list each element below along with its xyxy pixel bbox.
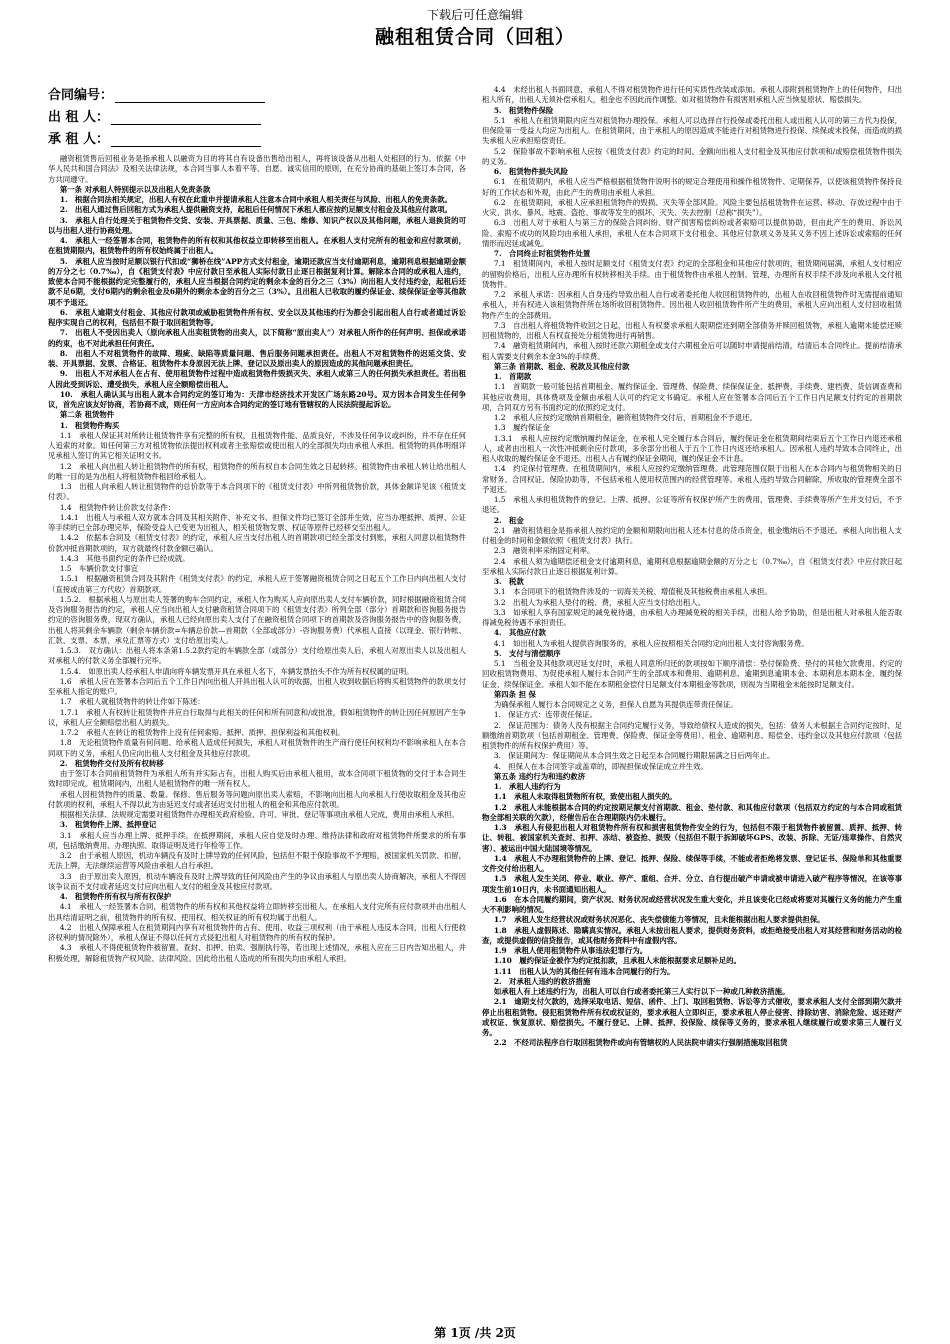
- clause-paragraph: 1.5.1 根据融资租赁合同及其附件《租赁支付表》的约定，承租人应于签署融资租赁合同之日起五个工作日内向出租人支付（直接或由第三方代收）首期款项。: [48, 574, 466, 594]
- section-heading: 3. 租赁物件上牌、抵押登记: [59, 820, 157, 830]
- clause-paragraph: 10. 承租人确认其与出租人就本合同约定的签订地为：天津市经济技术开发区广场东路20号。双方因本合同发生任何争议，首先应该友好协商，若协商不成，则任何一方应向本合同约定的签订地有管辖权的人民法院提起诉讼。: [48, 389, 466, 409]
- clause-paragraph: 1.2 承租人向出租人转让租赁物件的所有权，租赁物件的所有权自本合同生效之日起转移。租赁物件由承租人转让给出租人的唯一目的是为出租人将租赁物件租回给承租人。: [48, 461, 466, 481]
- section-heading: 2. 租金: [493, 515, 524, 525]
- clause-paragraph: 4.2 出租人保障承租人在租赁期间内享有对租赁物件的占有、使用、收益三项权利（由于承租人违反本合同，出租人行使救济权利的情况除外），承租人保证不得以任何方式侵犯出租人对租赁物件的所有权的保护。: [48, 922, 466, 942]
- clause-paragraph: 1.9 承租人使用租赁物件从事违法犯罪行为。: [493, 946, 648, 955]
- clause-paragraph: 1. 根据合同法相关规定，出租人有权在此重申并提请承租人注意本合同中承租人相关责任与风险、出租人的免责条款。: [59, 195, 452, 204]
- clause-paragraph: 1.10 履约保证金被作为约定抵扣款，且承租人未能根据要求足额补足的。: [493, 956, 741, 966]
- section-heading: 第四条 担 保: [493, 689, 536, 699]
- section-heading: 第三条 首期款、租金、税款及其他应付款: [493, 361, 630, 371]
- lessor-label: 出 租 人：: [48, 110, 110, 125]
- clause-paragraph: 4. 担保人在本合同签字或盖章的，即视担保或保证成立并生效。: [493, 761, 708, 771]
- clause-paragraph: 3. 保证期间为：保证期间从本合同生效之日起至本合同履行期限届满之日后两年止。: [493, 751, 775, 761]
- clause-paragraph: 1.3 出租人向承租人转让租赁物件的总价款等于本合同项下的《租赁支付表》中所列租赁物价款，具体金额详见该《租赁支付表》。: [48, 482, 466, 502]
- clause-paragraph: 3.1 本合同项下的租赁物件涉及的一切海关关税、增值税及其他税费由承租人承担。: [493, 587, 772, 597]
- clause-paragraph: 1.7 承租人发生经营状况或财务状况恶化、丧失偿债能力等情况，且未能根据出租人要求提供担保。: [493, 915, 825, 925]
- clause-paragraph: 7.3 自出租人将租赁物件收回之日起，出租人有权要求承租人限期偿还到期全部债务并赎回租赁物，承租人逾期未能偿还赎回租赁物的，出租人有权直接处分租赁物进行再销售。: [482, 320, 902, 340]
- clause-paragraph: 1.4 约定保付管理费。在租赁期间内，承租人应按约定缴纳管理费。此管理范围仅限于出租人在本合同内与租赁物相关的日常财务、合同权证、保险协助等，不包括承租人使用权范围内的经营管理等。承租人违约导致合同解除，所收取的管理费全部不予退还。: [482, 464, 902, 494]
- lessee-field: [48, 128, 261, 147]
- clause-paragraph: 5.1 当租金及其他款项迟延支付时，承租人同意所归还的款项按如下顺序清偿：垫付保险费、垫付的其他欠款费用、约定的回收租赁物费用、为促使承租人履行本合同产生的全部成本和费用、逾期利息、逾期到息逾期本金、本期利息本期本金、履约保证金、续保保证金。承租人如不能在本期租金偿付日足额支付本期租金等款项，则视为当期租金未能按时足额支付。: [482, 659, 902, 689]
- clause-paragraph: 5. 承租人应当按时足额以银行代扣或“狮桥在线”APP方式支付租金，逾期还款应当支付逾期利息，逾期利息根据逾期金额的万分之七（0.7‰），自《租赁支付表》中应付款日至承租人实际付款日止逐日根据复利计算。解除本合同的或承租人违约，致使本合同不能根据约定完整履行的，承租人应当根据合同约定的剩余本金的百分之三（3%）向出租人支付违约金，起租后还款不足6期，支付6期内的剩余租金及6期外的剩余本金的百分之三（3%）。且出租人已收取的履约保证金、续保保证金等其他款项不予退还。: [48, 256, 466, 307]
- contract-number-field: [48, 84, 265, 103]
- section-heading: 4. 租赁物件所有权与所有权保护: [59, 892, 172, 901]
- clause-paragraph: 2.4 承租人须为逾期偿还租金支付逾期利息，逾期利息根据逾期金额的万分之七（0.7‰），自《租赁支付表》中应付款日起至承租人实际付款日止逐日根据复利计算。: [482, 556, 902, 576]
- header-note: 下载后可任意编辑: [426, 8, 523, 22]
- clause-paragraph: 7.4 融资租赁期间内，承租人按时还款六期租金或支付六期租金后可以随时申请提前结清，结清后本合同终止。提前结清承租人需要支付剩余本金3%的手续费。: [482, 341, 902, 361]
- right-text-column: [482, 85, 902, 1306]
- clause-paragraph: 1.7.1 承租人有权转让租赁物件并应自行取得与此相关的任何和所有同意和/或批准，假如租赁物件的转让因任何原因产生争议，承租人应全额赔偿出租人的损失。: [48, 707, 466, 727]
- clause-paragraph: 3.1 承租人应当办理上牌、抵押手续。在抵押期间，承租人应自觉及时办理、维持法律和政府对租赁物件所要求的所有事项，包括缴纳费用、办理执照、取得证明及进行年检等工作。: [48, 830, 466, 850]
- clause-paragraph: 1.1 首期款一般可能包括首期租金、履约保证金、管理费、保险费、续保保证金、抵押费、手续费、建档费、货信调查费和其他应收费用，具体费项及金额由承租人认可的约定文书确定。承租人应在签署本合同后五个工作日内足额支付约定的首期款项，合同双方另有书面约定的依照约定支付。: [482, 382, 902, 412]
- clause-paragraph: 5.1 承租人在租赁期限内应当对租赁物办理投保。承租人可以选择自行投保或委托出租人或出租人认可的第三方代为投保，但保险第一受益人均应为出租人。在租赁期间，由于承租人的原因造成不能进行对租赁物进行投保、续保或未投保，而造成的损失承租人应承担赔偿责任。: [482, 115, 902, 146]
- clause-paragraph: 1.5.3. 双方确认：出租人将本条第1.5.2款约定的车辆款全部（或部分）支付给原出卖人后，承租人对原出卖人以及出租人对承租人的付款义务全部履行完毕。: [48, 646, 466, 666]
- clause-paragraph: 1.4 承租人不办理租赁物件的上牌、登记、抵押、保险、续保等手续，不能或者拒绝将发票、登记证书、保险单和其他重要文件交付给出租人。: [482, 853, 902, 873]
- clause-paragraph: 1.4.2 依据本合同及《租赁支付表》的约定，承租人应当支付出租人的首期款项已经全部支付到账，承租人同意以租赁物件价款冲抵首期款项的，双方就最终付款金额已确认。: [48, 533, 466, 553]
- clause-paragraph: 7.1 租赁期间内，承租人按时足额支付《租赁支付表》约定的全部租金和其他应付款项的，租赁期间届满，承租人支付相应的留购价格后，出租人应办理所有权转移相关手续。由于租赁物件由承租人控制、管理，办理所有权手续不涉及向承租人交付租赁物件。: [482, 259, 902, 289]
- clause-paragraph: 1.3 承租人有侵犯出租人对租赁物件所有权和损害租赁物件安全的行为，包括但不限于租赁物件被留置、质押、抵押、转让、转租、被国家机关查封、扣押、冻结、被盗抢、损毁（包括但不限于拆卸破坏GPS、改装、拆除、无证/违章操作、自然灾害）、被运出中国大陆国境等情况。: [482, 823, 902, 853]
- clause-paragraph: 1.5 车辆价款支付事宜: [59, 564, 139, 573]
- clause-paragraph: 1.1 承租人未取得租赁物所有权，致使出租人损失的。: [493, 792, 677, 802]
- clause-paragraph: 6.1 在租赁期内，承租人应当严格根据租赁物件说明书的规定合理使用和操作租赁物件、定期保养，以使该租赁物件保持良好的工作状态和外观，由此产生的费用由承租人承担。: [482, 177, 902, 197]
- lessor-blank: [111, 112, 261, 125]
- clause-paragraph: 6. 承租人逾期支付租金、其他应付款项或威胁租赁物件所有权、安全以及其他违约行为都会引起出租人自行或者通过诉讼程序实现自己的权利，包括但不限于取回租赁物等。: [48, 307, 466, 327]
- section-heading: 第一条 对承租人特别提示以及出租人免责条款: [59, 184, 211, 194]
- clause-paragraph: 1.3.1 承租人应按约定缴纳履约保证金，在承租人完全履行本合同后，履约保证金在租赁期间结束后五个工作日内退还承租人，或者由出租人一次性冲抵剩余应付款项，多余部分出租人于五个工作日内返还给承租人。因承租人违约导致本合同终止，出租人收取的履约保证金不退还。出租人占有履约保证金期间，履约保证金不计息。: [482, 433, 902, 463]
- clause-paragraph: 1.3 履约保证金: [493, 423, 550, 433]
- clause-paragraph: 7.2 承租人承诺：因承租人自身违约导致出租人自行或者委托他人收回租赁物件的，出租人在收回租赁物件时无需提前通知承租人，并有权进入该租赁物件所在场所收回租赁物件。因出租人收回租赁物件所产生的费用，承租人应向出租人支付回收租赁物件产生的全部费用。: [482, 290, 902, 320]
- section-heading: 1. 租赁物件购买: [59, 420, 120, 430]
- clause-paragraph: 1.11 出租人认为的其他任何有违本合同履行的行为。: [493, 966, 675, 976]
- document-title: 融租租赁合同（回租）: [374, 26, 575, 48]
- lessor-field: [48, 106, 261, 125]
- clause-paragraph: 2. 保证范围为：债务人没有根据主合同约定履行义务，导致给债权人造成的损失，包括：债务人未根据主合同约定按时、足额缴纳首期款项（包括首期租金、管理费、保险费、保证金等费用）、租金、逾期利息、赔偿金、违约金以及其他应付款项（包括租赁物件的所有权保护费用）等。: [482, 720, 902, 750]
- clause-paragraph: 4.1 如出租人为承租人提供咨询服务的，承租人应按照相关合同约定向出租人支付咨询服务费。: [493, 638, 809, 648]
- clause-paragraph: 8. 出租人不对租赁物件的故障、瑕疵、缺陷等质量问题、售后服务问题承担责任。出租人不对租赁物件的迟延交货、安装、开具票据、发票、合格证、租赁物件本身原因无法上牌、登记以及原出卖人的原因造成的其他问题承担责任。: [48, 348, 466, 368]
- clause-paragraph: 1.6 承租人应在签署本合同后五个工作日内向出租人开具出租人认可的收据，出租人收到收据后将购买租赁物件的款项支付至承租人指定的账户。: [48, 676, 466, 696]
- clause-paragraph: 1.5.2. 根据承租人与原出卖人签署的购车合同约定，承租人作为购买人应向原出卖人支付车辆价款，同时根据融资租赁合同及咨询服务报告的约定，承租人应当向出租人支付融资租赁合同项下的《租赁支付表》所列全部（部分）首期款和咨询服务报告约定的咨询服务费，现双方确认，承租人已经向原出卖人支付了在融资租赁合同项下的首期款及咨询服务报告中的咨询服务费，出租人将其剩余车辆款（剩余车辆价款=车辆总价款—首期款（全部或部分）-咨询服务费）代承租人直接（以现金、银行转帐、汇款、支票、本票、承兑汇票等方式）支付给原出卖人。: [48, 594, 466, 645]
- section-heading: 2. 对承租人违约的救济措施: [493, 976, 591, 986]
- clause-paragraph: 1.5 承租人承担租赁物件的登记、上牌、抵押、公证等所有权保护所产生的费用，管理费、手续费等所产生并支付后，不予退还。: [482, 495, 902, 515]
- clause-paragraph: 3.2 由于承租人原因，机动车辆没有及时上牌导致的任何风险，包括但不限于保险事故不予理赔，被国家机关罚款、扣留，无法上牌，无法继续运营等风险由承租人自行承担。: [48, 851, 466, 871]
- clause-paragraph: 为确保承租人履行本合同规定之义务，担保人自愿为其提供连带责任保证。: [493, 700, 738, 709]
- clause-paragraph: 1.4.1 出租人与承租人双方就本合同及其相关附件、补充文书、担保文件均已签订全部并生效，应当办理抵押、质押、公证等手续的已全部办理完毕，保险受益人已变更为出租人，相关租赁物发票、权证等原件已经移交至出租人。: [48, 512, 466, 532]
- clause-paragraph: 1.2 承租人未能根据本合同的约定按期足额支付首期款、租金、垫付款、和其他应付款项（包括双方约定的与本合同或租赁物全部相关联的欠款），经催告后在合理期限内仍未履行。: [482, 802, 902, 822]
- clause-paragraph: 1.5.4. 如原出卖人经承租人申请向将车辆发票开具在承租人名下，车辆发票抬头不作为所有权权属的证明。: [59, 666, 414, 676]
- section-heading: 第二条 租赁物件: [59, 410, 115, 420]
- clause-paragraph: 4. 承租人一经签署本合同，租赁物件的所有权和其他权益立即转移至出租人。在承租人支付完所有的租金和应付款项前，在租赁期限内，租赁物件的所有权始终属于出租人。: [48, 236, 466, 256]
- section-heading: 1. 首期款: [493, 372, 532, 381]
- clause-paragraph: 6.2 在租赁期间，承租人应承担租赁物件的毁损、灭失等全部风险。风险主要包括租赁物件在运营、移动、存放过程中由于火灾、洪水、暴风、地震、盗抢、事故等发生的损坏、灭失、失去控制（总称“损失”）。: [482, 197, 902, 217]
- clause-paragraph: 融资租赁售后回租业务是指承租人以融资为目的将其自有设备出售给出租人，再将该设备从出租人处租回的行为。依据《中华人民共和国合同法》及相关法律法规，本合同当事人本着平等、自愿、诚实信用的原则，在充分协商的基础上签订本合同，各方共同遵守。: [48, 154, 466, 184]
- clause-paragraph: 由于签订本合同前租赁物件为承租人所有并实际占有，出租人购买后由承租人租用，故本合同项下租赁物的交付于本合同生效时即完成。租赁期间内，出租人是租赁物件的唯一所有权人。: [48, 769, 466, 789]
- clause-paragraph: 1.4 租赁物件转让价款支付条件：: [59, 502, 176, 512]
- clause-paragraph: 2.2 不经司法程序自行取回租赁物件或向有管辖权的人民法院申请实行强制措施取回租赁: [493, 1038, 788, 1048]
- clause-paragraph: 1.7.2 承租人在转让的租赁物件上没有任何索赔、抵押、质押、担保利益和其他权利。: [59, 728, 345, 737]
- clause-paragraph: 4.1 承租人一经签署本合同，租赁物件的所有权和其他权益将立即转移至出租人。在承租人支付完所有应付款项并由出租人出具结清证明之前，租赁物件的所有权、使用权、相关权证的所有权均属于出租人。: [48, 902, 466, 922]
- left-text-column: [48, 154, 466, 1306]
- clause-paragraph: 如承租人有上述违约行为，出租人可以自行或者委托第三人实行以下一种或几种救济措施。: [493, 987, 790, 996]
- section-heading: 4. 其他应付款: [493, 628, 546, 638]
- clause-paragraph: 1.2 承租人应按约定缴纳首期租金，融资租赁物件交付后，首期租金不予退还。: [493, 413, 757, 422]
- clause-paragraph: 3.3 由于原出卖人原因，机动车辆没有及时上牌导致的任何风险由产生的争议由承租人与原出卖人协商解决，承租人不得因该争议而不支付或者延迟支付应向出租人支付的租金及其他应付款项。: [48, 871, 466, 891]
- clause-paragraph: 1.4.3 其他书面约定的条件已经成就。: [59, 553, 190, 563]
- section-heading: 1. 承租人违约行为: [493, 782, 561, 791]
- clause-paragraph: 3.3 如承租人享有国家规定的减免税待遇，由承租人办理减免税的相关手续，出租人给予协助，但是出租人对承租人能否取得减免税待遇不承担责任。: [482, 607, 902, 627]
- clause-paragraph: 承租人因租赁物件的质量、数量、保修、售后服务等问题向原出卖人索赔，不影响向出租人向承租人行使收取租金及其他应付款项的权利，承租人不得以此为由延迟支付或者延迟支付出租人的租金和其他应付款项。: [48, 789, 466, 809]
- contract-number-blank: [115, 90, 265, 103]
- section-heading: 3. 税款: [493, 577, 524, 586]
- clause-paragraph: 7. 出租人不受因出卖人（原向承租人出卖租赁物的出卖人，以下简称“原出卖人”）对承租人所作的任何声明、担保或承诺的约束，也不对此承担任何责任。: [48, 328, 466, 348]
- section-heading: 第五条 违约行为和违约救济: [493, 771, 586, 781]
- clause-paragraph: 1.6 在本合同履约期间，资产状况、财务状况或经营状况发生重大变化，并且该变化已经或将要对其履行义务的能力产生重大不利影响的情况。: [482, 894, 902, 914]
- clause-paragraph: 1.7 承租人就租赁物件的转让作如下陈述：: [59, 697, 205, 707]
- page-footer: 第 1页 /共 2页: [434, 1326, 516, 1340]
- lessee-label: 承 租 人：: [48, 132, 110, 147]
- section-heading: 6. 租赁物件损失风险: [493, 167, 569, 176]
- clause-paragraph: 5.2 保险事故不影响承租人应按《租赁支付表》约定的时间、金额向出租人支付租金及其他应付款项和/或赔偿租赁物件损失的义务。: [482, 146, 902, 166]
- clause-paragraph: 2.1 融资租赁租金是指承租人按约定的金额和期限向出租人还本付息的货币资金，租金缴纳后不予退还。承租人向出租人支付租金的时间和金额依照《租赁支付表》执行。: [482, 525, 902, 545]
- clause-paragraph: 1.8 承租人虚假陈述、隐瞒真实情况。承租人未按出租人要求，提供财务资料，或拒绝接受出租人对其经营和财务活动的检查，或提供虚假的信贷报告，或其他财务资料中有虚假内容。: [482, 925, 902, 945]
- clause-paragraph: 3. 承租人自行处理关于租赁物件交货、安装、开具票据、质量、三包、维修、知识产权以及其他问题，承租人退换货的可以与出租人进行协商处理。: [48, 215, 466, 235]
- clause-paragraph: 1.1 承租人保证其对所转让租赁物件享有完整的所有权，且租赁物件能、品质良好，不涉及任何争议或纠纷，并不存在任何人追索的对象。如任何第三方对租赁物依法提出权利或者主张赔偿或使出租人的全部损失均由承租人承担。租赁物的具体明细详见承租人签订的其它相关证明文书。: [48, 430, 466, 461]
- clause-paragraph: 9. 出租人不对承租人在占有、使用租赁物件过程中造成租赁物件毁损灭失、承租人或第三人的任何损失承担责任。若出租人因此受到诉讼、遭受损失，承租人应全额赔偿出租人。: [48, 369, 466, 389]
- clause-paragraph: 1.8 无论租赁物件质量有何问题、给承租人造成任何损失，承租人对租赁物件的生产商行使任何权利均不影响承租人在本合同项下的义务，承租人仍应向出租人支付租金及其他应付款项。: [48, 738, 466, 758]
- clause-paragraph: 1.5 承租人发生关闭、停业、歇业、停产、重组、合并、分立、自行提出破产申请或被申请进入破产程序等情况，在该等事项发生前10日内，未书面通知出租人。: [482, 874, 902, 894]
- clause-paragraph: 4.4 未经出租人书面同意，承租人不得对租赁物件进行任何实质性改装或添加。承租人添附到租赁物件上的任何物件，归出租人所有，出租人无须补偿承租人，租金也不因此而作调整。如对租赁物件有损害则承租人应当恢复原状、赔偿损失。: [482, 85, 902, 105]
- clause-paragraph: 根据相关法律、法规规定需要对租赁物件办理相关政府检验、许可、审批、登记等事项由承租人完成，费用由承租人承担。: [59, 810, 459, 819]
- clause-paragraph: 2. 出租人通过售后回租方式为承租人提供融资支持，起租后任何情况下承租人都应按约足额支付租金及其他应付款项。: [59, 205, 452, 215]
- clause-paragraph: 2.3 融资利率采纳固定利率。: [493, 546, 595, 556]
- clause-paragraph: 2.1 逾期支付欠款的，选择采取电话、短信、函件、上门、取回租赁物、诉讼等方式催收，要求承租人支付全部到期欠款并停止出租租赁物。侵犯租赁物件所有权或权证的，要求承租人立即纠正，要求承租人停止侵害、排除妨害、消除危险、返还财产或权证、恢复原状、赔偿损失。不履行登记、上牌、抵押、投保险、续保等义务的，要求承租人继续履行或要求第三人履行义务。: [482, 997, 902, 1037]
- section-heading: 2. 租赁物件交付及所有权转移: [59, 758, 164, 768]
- section-heading: 5. 支付与清偿顺序: [493, 648, 561, 658]
- clause-paragraph: 1. 保证方式：连带责任保证。: [493, 710, 597, 720]
- clause-paragraph: 4.3 承租人不得使租赁物件被留置、查封、扣押、拍卖、强制执行等，若出现上述情况，承租人应在三日内告知出租人，并积极处理，解除租赁物产权风险、法律风险。因此给出租人造成的所有损失均由承租人承担。: [48, 943, 466, 963]
- clause-paragraph: 3.2 出租人为承租人垫付的税、费，承租人应当支付给出租人。: [493, 597, 706, 607]
- section-heading: 5. 租赁物件保险: [493, 105, 554, 115]
- contract-number-label: 合同编号：: [48, 88, 114, 103]
- section-heading: 7. 合同终止时租赁物件处置: [493, 249, 591, 258]
- lessee-blank: [111, 134, 261, 147]
- clause-paragraph: 6.3 出租人对于承租人与第三方的保险合同纠纷、财产损害赔偿纠纷或者索赔可以提供协助，但由此产生的费用、诉讼风险、索赔不成功的风险均由承租人承担，承租人在本合同项下支付租金、其他应付款项义务及其义务不因上述诉讼或索赔的任何情形而迟延或减免。: [482, 218, 902, 248]
